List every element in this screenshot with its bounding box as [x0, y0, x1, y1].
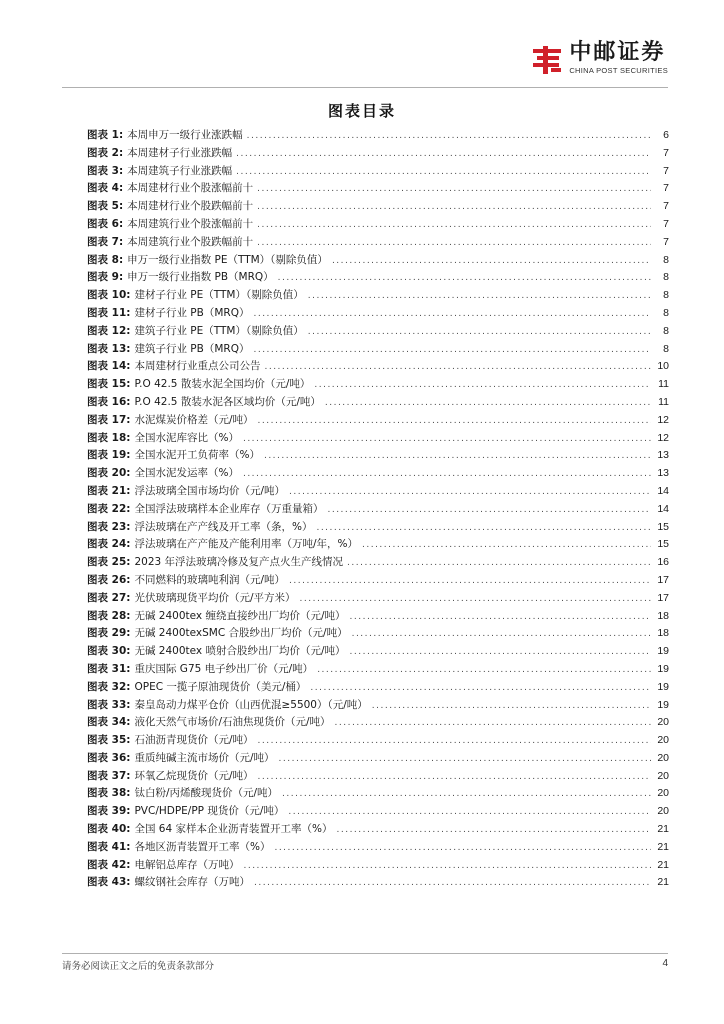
toc-figure-title: 浮法玻璃全国市场均价（元/吨） — [134, 484, 286, 497]
toc-figure-number: 图表 38: — [87, 787, 131, 800]
toc-leader-dots — [253, 306, 651, 324]
toc-entry-label — [87, 234, 253, 252]
toc-figure-number: 图表 34: — [87, 716, 131, 729]
toc-entry-label — [87, 145, 232, 163]
toc-figure-title: 建材子行业 PE（TTM）（剔除负值） — [134, 289, 304, 302]
toc-leader-dots — [325, 395, 651, 413]
toc-figure-number: 图表 35: — [87, 734, 131, 747]
toc-page-number: 18 — [657, 609, 669, 622]
toc-leader-dots — [279, 751, 651, 769]
toc-figure-number: 图表 16: — [87, 395, 131, 408]
toc-entry[interactable] — [87, 697, 669, 715]
toc-figure-number: 图表 23: — [87, 520, 131, 533]
toc-figure-title: 重质纯碱主流市场价（元/吨） — [134, 751, 275, 764]
toc-page-number: 20 — [657, 769, 669, 782]
toc-figure-number: 图表 2: — [87, 146, 124, 159]
toc-entry-label — [87, 323, 304, 341]
toc-leader-dots — [258, 769, 651, 787]
toc-entry-label — [87, 857, 239, 875]
toc-entry-label — [87, 127, 243, 145]
toc-figure-title: 无碱 2400tex 缠绕直接纱出厂均价（元/吨） — [134, 609, 346, 622]
toc-figure-title: 建筑子行业 PB（MRQ） — [134, 342, 250, 355]
toc-entry[interactable] — [87, 572, 669, 590]
toc-page-number: 13 — [657, 467, 669, 480]
logo-english-name: CHINA POST SECURITIES — [569, 66, 668, 75]
toc-leader-dots — [258, 413, 651, 431]
toc-figure-title: P.O 42.5 散装水泥全国均价（元/吨） — [134, 378, 311, 391]
toc-leader-dots — [253, 342, 651, 360]
toc-entry[interactable] — [87, 732, 669, 750]
toc-entry[interactable] — [87, 625, 669, 643]
toc-figure-number: 图表 27: — [87, 591, 131, 604]
toc-entry[interactable] — [87, 145, 669, 163]
toc-leader-dots — [278, 270, 651, 288]
toc-leader-dots — [258, 733, 651, 751]
toc-entry-label — [87, 874, 250, 892]
toc-entry-label — [87, 447, 260, 465]
toc-leader-dots — [316, 520, 651, 538]
toc-entry-label — [87, 785, 278, 803]
toc-figure-title: 本周建材子行业涨跌幅 — [127, 146, 233, 159]
toc-leader-dots — [264, 359, 651, 377]
toc-page-number: 17 — [657, 573, 669, 586]
toc-figure-title: 全国水泥发运率（%） — [134, 467, 239, 480]
toc-leader-dots — [350, 644, 651, 662]
toc-figure-title: PVC/HDPE/PP 现货价（元/吨） — [134, 805, 285, 818]
toc-figure-title: 不同燃料的玻璃吨利润（元/吨） — [134, 573, 286, 586]
toc-entry-label — [87, 519, 312, 537]
toc-leader-dots — [347, 555, 651, 573]
header-divider — [62, 87, 668, 88]
toc-figure-title: 环氧乙烷现货价（元/吨） — [134, 769, 254, 782]
toc-entry-label — [87, 750, 275, 768]
toc-page-number: 19 — [657, 680, 669, 693]
company-logo — [531, 40, 668, 84]
toc-figure-title: 2023 年浮法玻璃冷修及复产点火生产线情况 — [134, 556, 344, 569]
toc-figure-title: 螺纹钢社会库存（万吨） — [134, 876, 250, 889]
toc-page-number: 7 — [663, 146, 669, 159]
toc-figure-title: 各地区沥青装置开工率（%） — [134, 840, 271, 853]
toc-page-number: 8 — [663, 253, 669, 266]
toc-page-number: 17 — [657, 591, 669, 604]
toc-leader-dots — [254, 875, 651, 893]
toc-entry[interactable] — [87, 821, 669, 839]
toc-figure-title: OPEC 一揽子原油现货价（美元/桶） — [134, 680, 307, 693]
toc-leader-dots — [335, 715, 651, 733]
toc-entry[interactable] — [87, 216, 669, 234]
toc-page-number: 20 — [657, 734, 669, 747]
toc-figure-number: 图表 4: — [87, 182, 124, 195]
toc-figure-number: 图表 29: — [87, 627, 131, 640]
toc-page-number: 8 — [663, 306, 669, 319]
toc-page-number: 20 — [657, 716, 669, 729]
toc-entry-label — [87, 341, 249, 359]
toc-entry-label — [87, 305, 249, 323]
toc-entry-label — [87, 358, 260, 376]
toc-entry-label — [87, 572, 285, 590]
toc-page-number: 15 — [657, 538, 669, 551]
toc-entry[interactable] — [87, 127, 669, 145]
toc-page-number: 21 — [657, 876, 669, 889]
toc-leader-dots — [274, 840, 651, 858]
toc-page-number: 7 — [663, 182, 669, 195]
toc-page-number: 19 — [657, 698, 669, 711]
footer-disclaimer: 请务必阅读正文之后的免责条款部分 — [62, 961, 215, 972]
toc-page-number: 7 — [663, 164, 669, 177]
toc-entry-label — [87, 608, 346, 626]
toc-page-number: 21 — [657, 823, 669, 836]
toc-figure-title: 建材子行业 PB（MRQ） — [134, 306, 250, 319]
toc-entry-label — [87, 821, 332, 839]
toc-page-number: 21 — [657, 840, 669, 853]
toc-figure-title: 石油沥青现货价（元/吨） — [134, 734, 254, 747]
toc-entry[interactable] — [87, 430, 669, 448]
toc-entry-label — [87, 198, 253, 216]
toc-figure-number: 图表 11: — [87, 306, 131, 319]
toc-page-number: 11 — [658, 378, 669, 391]
toc-figure-number: 图表 32: — [87, 680, 131, 693]
toc-entry[interactable] — [87, 412, 669, 430]
toc-page-number: 15 — [657, 520, 669, 533]
toc-leader-dots — [327, 502, 651, 520]
toc-entry[interactable] — [87, 536, 669, 554]
toc-page-number: 13 — [657, 449, 669, 462]
toc-leader-dots — [350, 609, 651, 627]
toc-figure-number: 图表 17: — [87, 413, 131, 426]
toc-leader-dots — [243, 431, 651, 449]
toc-page-number: 19 — [657, 645, 669, 658]
toc-page-number: 20 — [657, 751, 669, 764]
toc-leader-dots — [257, 181, 651, 199]
toc-entry-label — [87, 376, 310, 394]
toc-page-number: 7 — [663, 235, 669, 248]
toc-figure-number: 图表 21: — [87, 484, 131, 497]
toc-page-number: 19 — [657, 662, 669, 675]
toc-leader-dots — [243, 466, 651, 484]
toc-figure-title: 重庆国际 G75 电子纱出厂价（元/吨） — [134, 662, 314, 675]
toc-page-number: 12 — [657, 431, 669, 444]
toc-entry[interactable] — [87, 785, 669, 803]
toc-figure-title: 浮法玻璃在产产线及开工率（条，%） — [134, 520, 313, 533]
toc-page-number: 14 — [657, 502, 669, 515]
toc-entry[interactable] — [87, 394, 669, 412]
toc-figure-number: 图表 1: — [87, 129, 124, 141]
toc-figure-title: P.O 42.5 散装水泥各区域均价（元/吨） — [134, 395, 321, 408]
toc-figure-title: 本周建材行业重点公司公告 — [134, 360, 261, 373]
toc-entry-label — [87, 697, 368, 715]
china-post-logo-icon — [531, 44, 563, 76]
toc-figure-title: 水泥煤炭价格差（元/吨） — [134, 413, 254, 426]
toc-entry[interactable] — [87, 269, 669, 287]
toc-figure-number: 图表 3: — [87, 164, 124, 177]
toc-entry-label — [87, 252, 328, 270]
toc-leader-dots — [289, 573, 651, 591]
toc-page-number: 8 — [663, 289, 669, 302]
toc-page-number: 10 — [657, 360, 669, 373]
toc-figure-number: 图表 13: — [87, 342, 131, 355]
toc-entry[interactable] — [87, 661, 669, 679]
logo-chinese-name: 中邮证券 — [569, 40, 666, 65]
toc-entry[interactable] — [87, 180, 669, 198]
toc-leader-dots — [314, 377, 651, 395]
toc-figure-title: 本周建筑行业个股跌幅前十 — [127, 235, 254, 248]
toc-entry[interactable] — [87, 358, 669, 376]
toc-figure-number: 图表 6: — [87, 217, 124, 230]
toc-entry[interactable] — [87, 163, 669, 181]
toc-figure-number: 图表 18: — [87, 431, 131, 444]
toc-entry-label — [87, 732, 254, 750]
toc-figure-number: 图表 39: — [87, 805, 131, 818]
toc-figure-number: 图表 26: — [87, 573, 131, 586]
toc-figure-title: 无碱 2400tex 喷射合股纱出厂均价（元/吨） — [134, 645, 346, 658]
toc-entry[interactable] — [87, 376, 669, 394]
toc-figure-title: 全国浮法玻璃样本企业库存（万重量箱） — [134, 502, 324, 515]
toc-page-number: 14 — [657, 484, 669, 497]
toc-entry[interactable] — [87, 608, 669, 626]
toc-figure-title: 全国 64 家样本企业沥青装置开工率（%） — [134, 823, 333, 836]
toc-figure-number: 图表 28: — [87, 609, 131, 622]
toc-leader-dots — [362, 537, 651, 555]
toc-entry[interactable] — [87, 874, 669, 892]
toc-figure-title: 本周建材行业个股跌幅前十 — [127, 200, 254, 213]
toc-entry-label — [87, 394, 321, 412]
toc-entry-label — [87, 643, 346, 661]
toc-entry-label — [87, 269, 274, 287]
toc-leader-dots — [257, 235, 651, 253]
toc-entry[interactable] — [87, 198, 669, 216]
toc-page-number: 20 — [657, 787, 669, 800]
toc-entry-label — [87, 839, 270, 857]
toc-figure-title: 申万一级行业指数 PB（MRQ） — [127, 271, 274, 284]
toc-entry-label — [87, 536, 358, 554]
toc-figure-title: 全国水泥库容比（%） — [134, 431, 239, 444]
toc-entry[interactable] — [87, 519, 669, 537]
toc-figure-number: 图表 9: — [87, 271, 124, 284]
toc-figure-number: 图表 37: — [87, 769, 131, 782]
toc-page-number: 20 — [657, 805, 669, 818]
toc-figure-title: 秦皇岛动力煤平仓价（山西优混≥5500）（元/吨） — [134, 698, 368, 711]
toc-entry[interactable] — [87, 234, 669, 252]
toc-leader-dots — [300, 591, 651, 609]
toc-figure-number: 图表 5: — [87, 200, 124, 213]
toc-figure-title: 电解铝总库存（万吨） — [134, 858, 240, 871]
toc-leader-dots — [236, 164, 651, 182]
toc-entry[interactable] — [87, 323, 669, 341]
toc-figure-number: 图表 22: — [87, 502, 131, 515]
footer-divider — [62, 953, 668, 954]
toc-leader-dots — [308, 288, 651, 306]
toc-entry-label — [87, 483, 285, 501]
toc-figure-number: 图表 19: — [87, 449, 131, 462]
toc-leader-dots — [264, 448, 651, 466]
toc-figure-number: 图表 36: — [87, 751, 131, 764]
toc-figure-title: 本周建材行业个股涨幅前十 — [127, 182, 254, 195]
toc-entry[interactable] — [87, 447, 669, 465]
toc-entry-label — [87, 216, 253, 234]
toc-entry[interactable] — [87, 305, 669, 323]
toc-entry-label — [87, 625, 348, 643]
toc-entry[interactable] — [87, 714, 669, 732]
page-header — [62, 38, 668, 86]
toc-entry[interactable] — [87, 287, 669, 305]
toc-figure-number: 图表 43: — [87, 876, 131, 889]
toc-page-number: 18 — [657, 627, 669, 640]
toc-entry[interactable] — [87, 643, 669, 661]
toc-leader-dots — [352, 626, 651, 644]
toc-entry-label — [87, 590, 296, 608]
toc-page-number: 16 — [657, 556, 669, 569]
toc-leader-dots — [288, 804, 651, 822]
toc-figure-number: 图表 42: — [87, 858, 131, 871]
toc-entry[interactable] — [87, 252, 669, 270]
toc-leader-dots — [317, 662, 651, 680]
toc-page-number: 8 — [663, 271, 669, 284]
toc-page-number: 11 — [658, 395, 669, 408]
toc-entry-label — [87, 430, 239, 448]
toc-figure-number: 图表 24: — [87, 538, 131, 551]
toc-figure-number: 图表 7: — [87, 235, 124, 248]
toc-leader-dots — [308, 324, 651, 342]
toc-entry[interactable] — [87, 554, 669, 572]
toc-page-number: 21 — [657, 858, 669, 871]
toc-page-number: 8 — [663, 342, 669, 355]
toc-entry[interactable] — [87, 501, 669, 519]
toc-figure-number: 图表 25: — [87, 556, 131, 569]
toc-entry[interactable] — [87, 483, 669, 501]
toc-figure-title: 全国水泥开工负荷率（%） — [134, 449, 260, 462]
toc-entry-label — [87, 803, 284, 821]
toc-entry[interactable] — [87, 839, 669, 857]
toc-figure-title: 钛白粉/丙烯酸现货价（元/吨） — [134, 787, 279, 800]
toc-leader-dots — [336, 822, 651, 840]
toc-leader-dots — [282, 786, 651, 804]
toc-figure-number: 图表 12: — [87, 324, 131, 337]
toc-figure-title: 本周建筑行业个股涨幅前十 — [127, 217, 254, 230]
toc-figure-number: 图表 33: — [87, 698, 131, 711]
toc-entry-label — [87, 554, 343, 572]
toc-title: 图表目录 — [327, 102, 396, 120]
toc-entry-label — [87, 501, 323, 519]
toc-page-number: 7 — [663, 217, 669, 230]
toc-entry[interactable] — [87, 465, 669, 483]
table-of-figures — [87, 127, 669, 892]
toc-figure-number: 图表 20: — [87, 467, 131, 480]
toc-figure-number: 图表 30: — [87, 645, 131, 658]
toc-figure-number: 图表 14: — [87, 360, 131, 373]
toc-page-number: 6 — [663, 129, 669, 141]
toc-leader-dots — [236, 146, 651, 164]
toc-figure-number: 图表 15: — [87, 378, 131, 391]
toc-leader-dots — [332, 253, 651, 271]
toc-figure-number: 图表 40: — [87, 823, 131, 836]
toc-entry[interactable] — [87, 590, 669, 608]
toc-entry[interactable] — [87, 679, 669, 697]
toc-entry-label — [87, 412, 254, 430]
toc-leader-dots — [310, 680, 651, 698]
toc-figure-title: 无碱 2400texSMC 合股纱出厂均价（元/吨） — [134, 627, 348, 640]
toc-entry[interactable] — [87, 803, 669, 821]
toc-leader-dots — [243, 858, 651, 876]
toc-page-number: 7 — [663, 200, 669, 213]
toc-figure-number: 图表 41: — [87, 840, 131, 853]
toc-page-number: 8 — [663, 324, 669, 337]
page-number: 4 — [662, 958, 668, 969]
toc-entry-label — [87, 768, 254, 786]
toc-figure-title: 浮法玻璃在产产能及产能利用率（万吨/年，%） — [134, 538, 358, 551]
toc-leader-dots — [289, 484, 651, 502]
toc-entry[interactable] — [87, 341, 669, 359]
toc-entry-label — [87, 679, 306, 697]
toc-figure-number: 图表 31: — [87, 662, 131, 675]
toc-entry-label — [87, 714, 331, 732]
toc-figure-title: 建筑子行业 PE（TTM）（剔除负值） — [134, 324, 304, 337]
toc-leader-dots — [257, 199, 651, 217]
toc-entry-label — [87, 163, 232, 181]
toc-entry-label — [87, 661, 313, 679]
toc-leader-dots — [257, 217, 651, 235]
toc-figure-title: 申万一级行业指数 PE（TTM）（剔除负值） — [127, 253, 328, 266]
toc-entry-label — [87, 180, 253, 198]
toc-entry[interactable] — [87, 857, 669, 875]
toc-entry-label — [87, 287, 304, 305]
toc-figure-title: 液化天然气市场价/石油焦现货价（元/吨） — [134, 716, 331, 729]
toc-figure-title: 本周申万一级行业涨跌幅 — [127, 129, 243, 141]
toc-leader-dots — [247, 128, 651, 146]
toc-figure-number: 图表 8: — [87, 253, 124, 266]
toc-figure-title: 光伏玻璃现货平均价（元/平方米） — [134, 591, 296, 604]
toc-leader-dots — [372, 698, 651, 716]
toc-entry[interactable] — [87, 750, 669, 768]
toc-entry-label — [87, 465, 239, 483]
toc-figure-title: 本周建筑子行业涨跌幅 — [127, 164, 233, 177]
toc-figure-number: 图表 10: — [87, 289, 131, 302]
toc-entry[interactable] — [87, 768, 669, 786]
toc-page-number: 12 — [657, 413, 669, 426]
